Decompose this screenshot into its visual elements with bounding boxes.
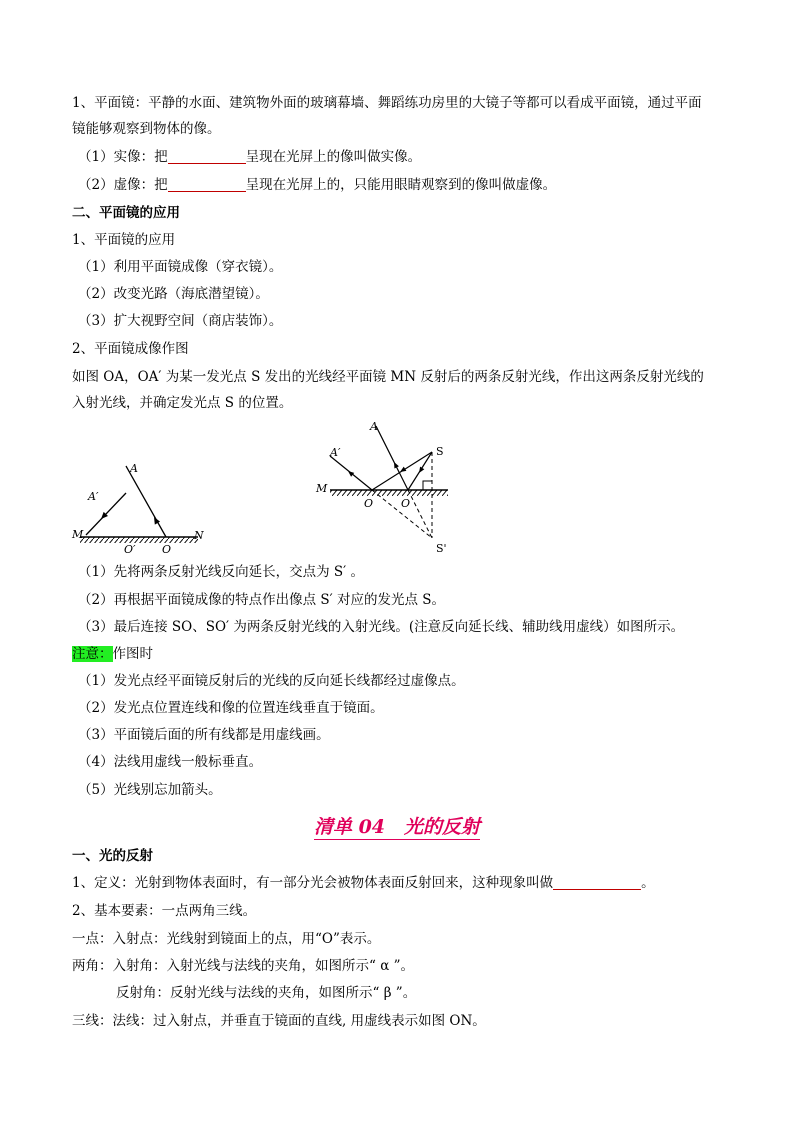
label-A: A bbox=[130, 462, 138, 475]
label-A-prime: A′ bbox=[330, 446, 341, 459]
virtual-image-definition: （2）虚像：把 呈现在光屏上的，只能用眼睛观察到的像叫做虚像。 bbox=[78, 177, 557, 193]
label-O-prime: O bbox=[401, 497, 411, 510]
paragraph-line: 一点：入射点：光线射到镜面上的点，用“O”表示。 bbox=[72, 931, 381, 947]
paragraph-line: 如图 OA，OA′ 为某一发光点 S 发出的光线经平面镜 MN 反射后的两条反射光线，作出这两条反射光线的 bbox=[72, 369, 704, 385]
note-item: （1）发光点经平面镜反射后的光线的反向延长线都经过虚像点。 bbox=[78, 673, 465, 689]
note-item: （3）平面镜后面的所有线都是用虚线画。 bbox=[78, 727, 330, 743]
list-item: （2）改变光路（海底潜望镜）。 bbox=[78, 286, 269, 302]
note-highlight: 注意： bbox=[72, 646, 113, 662]
label-S: S bbox=[436, 445, 444, 458]
label-A: A bbox=[370, 420, 378, 433]
note-item: （5）光线别忘加箭头。 bbox=[78, 782, 222, 798]
section-heading: 二、平面镜的应用 bbox=[72, 205, 180, 221]
paragraph-line: 三线：法线：过入射点，并垂直于镜面的直线, 用虚线表示如图 ON。 bbox=[72, 1013, 486, 1029]
paragraph-line: 入射光线，并确定发光点 S 的位置。 bbox=[72, 395, 293, 411]
subheading: 1、平面镜的应用 bbox=[72, 232, 176, 248]
paragraph-line: 反射角：反射光线与法线的夹角，如图所示“ β ”。 bbox=[116, 985, 417, 1001]
label-M: M bbox=[72, 528, 84, 541]
label-O: O bbox=[162, 543, 172, 556]
step-item: （1）先将两条反射光线反向延长，交点为 S′ 。 bbox=[78, 564, 364, 580]
fill-blank[interactable] bbox=[168, 149, 246, 164]
subheading: 2、平面镜成像作图 bbox=[72, 341, 189, 357]
label-A-prime: A′ bbox=[88, 490, 99, 503]
note-item: （2）发光点位置连线和像的位置连线垂直于镜面。 bbox=[78, 700, 384, 716]
reflection-diagram-right bbox=[312, 418, 472, 558]
label-M: M bbox=[316, 482, 328, 495]
reflected-ray-OA bbox=[126, 466, 166, 537]
section-title: 清单 04 光的反射 bbox=[313, 816, 481, 838]
list-item: （3）扩大视野空间（商店装饰）。 bbox=[78, 313, 283, 329]
paragraph-line: 两角：入射角：入射光线与法线的夹角，如图所示“ α ”。 bbox=[72, 958, 415, 974]
real-image-definition: （1）实像：把 呈现在光屏上的像叫做实像。 bbox=[78, 149, 422, 165]
label-O-prime: O′ bbox=[124, 543, 136, 556]
definition-line: 1、定义：光射到物体表面时，有一部分光会被物体表面反射回来，这种现象叫做 。 bbox=[72, 875, 655, 891]
fill-blank[interactable] bbox=[553, 875, 641, 890]
label-O: O bbox=[364, 497, 374, 510]
section-heading: 一、光的反射 bbox=[72, 848, 153, 864]
step-item: （3）最后连接 SO、SO′ 为两条反射光线的入射光线。(注意反向延长线、辅助线用虚线）如图所示。 bbox=[78, 619, 685, 635]
reflection-diagram-left bbox=[68, 455, 218, 555]
step-item: （2）再根据平面镜成像的特点作出像点 S′ 对应的发光点 S。 bbox=[78, 592, 446, 608]
label-N: N bbox=[194, 529, 204, 542]
fill-blank[interactable] bbox=[168, 177, 246, 192]
note-heading: 注意：作图时 bbox=[72, 646, 153, 662]
paragraph-line: 2、基本要素：一点两角三线。 bbox=[72, 903, 257, 919]
label-S-prime: S' bbox=[436, 542, 447, 555]
list-item: （1）利用平面镜成像（穿衣镜）。 bbox=[78, 259, 283, 275]
paragraph-line: 1、平面镜：平静的水面、建筑物外面的玻璃幕墙、舞蹈练功房里的大镜子等都可以看成平面镜，通过平面 bbox=[72, 95, 702, 111]
paragraph-line: 镜能够观察到物体的像。 bbox=[72, 121, 221, 137]
note-item: （4）法线用虚线一般标垂直。 bbox=[78, 754, 263, 770]
